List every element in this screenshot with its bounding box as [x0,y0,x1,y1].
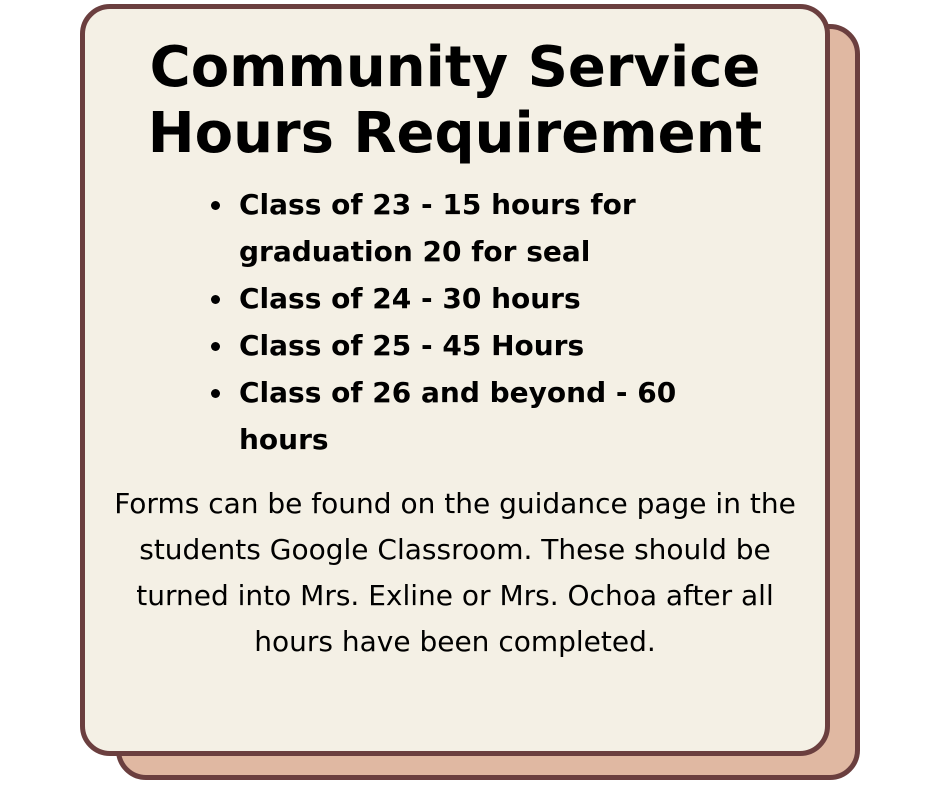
requirement-text: Class of 24 - 30 hours [239,282,581,315]
forms-note: Forms can be found on the guidance page in the students Google Classroom. These should be turned into Mrs. Exline or Mrs. Ochoa after all hours have been completed. [114,487,796,658]
list-item [211,181,711,275]
bullet-icon [211,201,220,210]
title-line-1: Community Service [149,35,761,100]
requirement-text: Class of 23 - 15 hours for graduation 20 for seal [239,188,636,268]
info-card [80,4,830,756]
bullet-icon [211,389,220,398]
requirement-text: Class of 26 and beyond - 60 hours [239,376,677,456]
list-item [211,369,711,463]
page-title [85,35,825,167]
list-item [211,322,711,369]
requirement-text: Class of 25 - 45 Hours [239,329,585,362]
list-item [211,275,711,322]
title-line-2: Hours Requirement [147,101,763,166]
bullet-icon [211,295,220,304]
requirements-list [211,181,711,463]
bullet-icon [211,342,220,351]
